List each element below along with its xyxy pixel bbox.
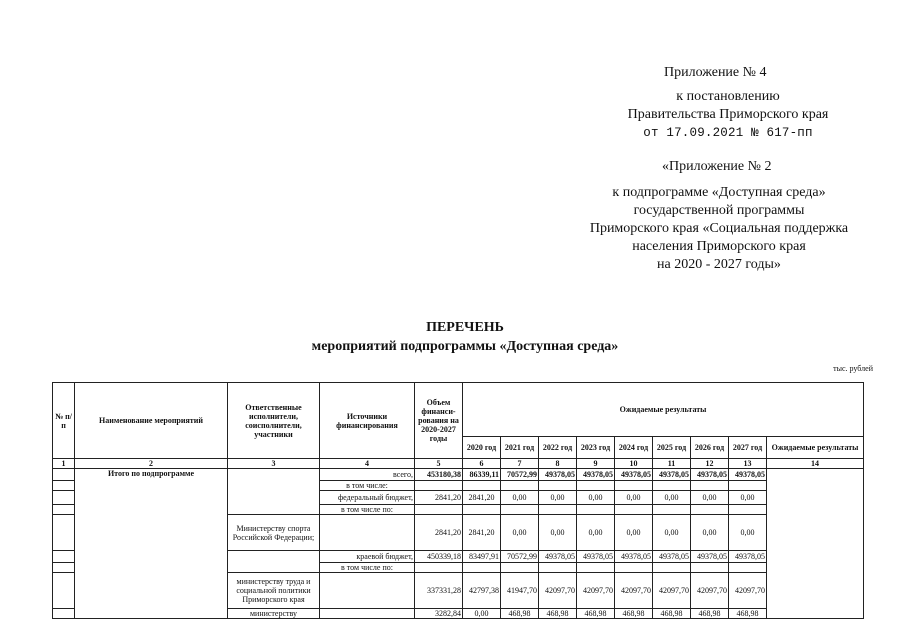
header-year: 2026 год bbox=[691, 437, 729, 459]
unit-label: тыс. рублей bbox=[833, 364, 873, 373]
appendix2-heading bbox=[662, 158, 772, 176]
header-sources: Источники финансирования bbox=[320, 383, 415, 459]
year-value: 42097,70 bbox=[539, 573, 577, 609]
year-value: 49378,05 bbox=[615, 469, 653, 481]
header-year: 2023 год bbox=[577, 437, 615, 459]
year-value: 468,98 bbox=[691, 609, 729, 619]
year-value: 468,98 bbox=[615, 609, 653, 619]
year-value: 0,00 bbox=[653, 491, 691, 505]
year-value bbox=[539, 505, 577, 515]
year-value: 49378,05 bbox=[539, 469, 577, 481]
year-value bbox=[501, 505, 539, 515]
row-num-cell bbox=[53, 573, 75, 609]
column-number: 9 bbox=[577, 459, 615, 469]
executor-cell: министерству труда и социальной политики Приморского края bbox=[228, 573, 320, 609]
year-value bbox=[729, 563, 767, 573]
year-value: 70572,99 bbox=[501, 551, 539, 563]
column-number: 1 bbox=[53, 459, 75, 469]
year-value bbox=[539, 563, 577, 573]
year-value: 0,00 bbox=[729, 491, 767, 505]
header-year: 2022 год bbox=[539, 437, 577, 459]
year-value bbox=[501, 481, 539, 491]
year-value bbox=[615, 563, 653, 573]
year-value: 49378,05 bbox=[691, 551, 729, 563]
year-value: 49378,05 bbox=[539, 551, 577, 563]
year-value bbox=[463, 563, 501, 573]
column-number: 6 bbox=[463, 459, 501, 469]
row-num-cell bbox=[53, 551, 75, 563]
year-value: 468,98 bbox=[577, 609, 615, 619]
column-number: 12 bbox=[691, 459, 729, 469]
source-cell: в том числе по: bbox=[320, 563, 415, 573]
title-line-2: мероприятий подпрограммы «Доступная среда» bbox=[311, 339, 619, 354]
year-value bbox=[653, 563, 691, 573]
row-num-cell bbox=[53, 609, 75, 619]
header-year: 2020 год bbox=[463, 437, 501, 459]
column-number: 8 bbox=[539, 459, 577, 469]
measures-table bbox=[52, 382, 864, 619]
row-num-cell bbox=[53, 491, 75, 505]
document-title bbox=[240, 318, 690, 356]
year-value bbox=[691, 563, 729, 573]
column-number: 2 bbox=[75, 459, 228, 469]
source-cell: федеральный бюджет, bbox=[320, 491, 415, 505]
header-executors: Ответственные исполнители, соисполнители, участники bbox=[228, 383, 320, 459]
volume-cell: 2841,20 bbox=[415, 515, 463, 551]
executor-cell bbox=[228, 469, 320, 515]
volume-cell: 3282,84 bbox=[415, 609, 463, 619]
year-value: 42097,70 bbox=[615, 573, 653, 609]
source-cell bbox=[320, 515, 415, 551]
year-value: 468,98 bbox=[653, 609, 691, 619]
year-value: 49378,05 bbox=[729, 469, 767, 481]
subprogram-line: населения Приморского края bbox=[632, 239, 806, 254]
resolution-block bbox=[612, 88, 844, 142]
government-label: Правительства Приморского края bbox=[627, 107, 829, 122]
executor-cell: Министерству спорта Российской Федерации; bbox=[228, 515, 320, 551]
year-value: 41947,70 bbox=[501, 573, 539, 609]
header-num: № п/п bbox=[53, 383, 75, 459]
header-year: 2025 год bbox=[653, 437, 691, 459]
year-value bbox=[729, 481, 767, 491]
column-number: 13 bbox=[729, 459, 767, 469]
year-value: 42797,38 bbox=[463, 573, 501, 609]
year-value bbox=[691, 505, 729, 515]
volume-cell: 2841,20 bbox=[415, 491, 463, 505]
header-year: 2027 год bbox=[729, 437, 767, 459]
column-number: 11 bbox=[653, 459, 691, 469]
year-value: 0,00 bbox=[691, 491, 729, 505]
year-value: 468,98 bbox=[501, 609, 539, 619]
volume-cell bbox=[415, 481, 463, 491]
header-volume: Объем финанси-рования на 2020-2027 годы bbox=[415, 383, 463, 459]
row-num-cell bbox=[53, 515, 75, 551]
measure-name: Итого по подпрограмме bbox=[75, 469, 228, 619]
column-number: 4 bbox=[320, 459, 415, 469]
header-year: 2021 год bbox=[501, 437, 539, 459]
expected-result-cell bbox=[767, 469, 864, 619]
year-value: 0,00 bbox=[577, 491, 615, 505]
year-value: 49378,05 bbox=[691, 469, 729, 481]
year-value: 49378,05 bbox=[729, 551, 767, 563]
source-cell bbox=[320, 609, 415, 619]
year-value: 0,00 bbox=[501, 515, 539, 551]
year-value: 0,00 bbox=[615, 491, 653, 505]
year-value: 468,98 bbox=[539, 609, 577, 619]
year-value bbox=[577, 563, 615, 573]
year-value bbox=[729, 505, 767, 515]
year-value bbox=[615, 481, 653, 491]
year-value: 2841,20 bbox=[463, 515, 501, 551]
header-expected-top: Ожидаемые результаты bbox=[463, 383, 864, 437]
year-value bbox=[539, 481, 577, 491]
year-value: 83497,91 bbox=[463, 551, 501, 563]
appendix2-number: «Приложение № 2 bbox=[662, 159, 772, 174]
column-number: 3 bbox=[228, 459, 320, 469]
table-row bbox=[53, 469, 864, 481]
subprogram-line: Приморского края «Социальная поддержка bbox=[589, 221, 849, 236]
year-value: 49378,05 bbox=[653, 551, 691, 563]
year-value: 0,00 bbox=[539, 515, 577, 551]
year-value: 0,00 bbox=[539, 491, 577, 505]
year-value bbox=[653, 505, 691, 515]
column-number: 7 bbox=[501, 459, 539, 469]
year-value: 86339,11 bbox=[463, 469, 501, 481]
year-value bbox=[501, 563, 539, 573]
header-year: 2024 год bbox=[615, 437, 653, 459]
column-number: 14 bbox=[767, 459, 864, 469]
year-value: 49378,05 bbox=[615, 551, 653, 563]
subprogram-line: к подпрограмме «Доступная среда» bbox=[612, 185, 826, 200]
column-number: 5 bbox=[415, 459, 463, 469]
year-value: 42097,70 bbox=[691, 573, 729, 609]
source-cell: в том числе: bbox=[320, 481, 415, 491]
header-name: Наименование мероприятий bbox=[75, 383, 228, 459]
column-numbers-row bbox=[53, 459, 864, 469]
subprogram-line: на 2020 - 2027 годы» bbox=[657, 257, 781, 272]
subprogram-block bbox=[574, 184, 864, 274]
volume-cell: 453180,38 bbox=[415, 469, 463, 481]
year-value: 42097,70 bbox=[577, 573, 615, 609]
resolution-date: от 17.09.2021 № 617-пп bbox=[643, 126, 813, 140]
row-num-cell bbox=[53, 563, 75, 573]
year-value: 49378,05 bbox=[577, 551, 615, 563]
executor-cell bbox=[228, 551, 320, 573]
source-cell bbox=[320, 573, 415, 609]
row-num-cell bbox=[53, 469, 75, 481]
year-value: 0,00 bbox=[501, 491, 539, 505]
year-value: 0,00 bbox=[463, 609, 501, 619]
year-value: 2841,20 bbox=[463, 491, 501, 505]
appendix-heading bbox=[664, 64, 767, 82]
year-value bbox=[463, 505, 501, 515]
appendix-number: Приложение № 4 bbox=[664, 65, 767, 80]
source-cell: всего, bbox=[320, 469, 415, 481]
year-value: 468,98 bbox=[729, 609, 767, 619]
year-value: 49378,05 bbox=[653, 469, 691, 481]
year-value: 0,00 bbox=[729, 515, 767, 551]
subprogram-line: государственной программы bbox=[633, 203, 805, 218]
executor-cell: министерству bbox=[228, 609, 320, 619]
header-expected: Ожидаемые результаты bbox=[767, 437, 864, 459]
year-value bbox=[615, 505, 653, 515]
year-value: 0,00 bbox=[615, 515, 653, 551]
header-row bbox=[53, 383, 864, 437]
volume-cell bbox=[415, 505, 463, 515]
year-value: 49378,05 bbox=[577, 469, 615, 481]
year-value: 0,00 bbox=[577, 515, 615, 551]
year-value bbox=[463, 481, 501, 491]
year-value: 0,00 bbox=[691, 515, 729, 551]
volume-cell: 450339,18 bbox=[415, 551, 463, 563]
resolution-label: к постановлению bbox=[676, 89, 780, 104]
year-value bbox=[577, 481, 615, 491]
year-value: 42097,70 bbox=[729, 573, 767, 609]
volume-cell bbox=[415, 563, 463, 573]
source-cell: краевой бюджет, bbox=[320, 551, 415, 563]
year-value bbox=[653, 481, 691, 491]
column-number: 10 bbox=[615, 459, 653, 469]
row-num-cell bbox=[53, 505, 75, 515]
year-value bbox=[691, 481, 729, 491]
year-value bbox=[577, 505, 615, 515]
year-value: 42097,70 bbox=[653, 573, 691, 609]
volume-cell: 337331,28 bbox=[415, 573, 463, 609]
year-value: 70572,99 bbox=[501, 469, 539, 481]
source-cell: в том числе по: bbox=[320, 505, 415, 515]
title-line-1: ПЕРЕЧЕНЬ bbox=[426, 320, 504, 335]
row-num-cell bbox=[53, 481, 75, 491]
year-value: 0,00 bbox=[653, 515, 691, 551]
